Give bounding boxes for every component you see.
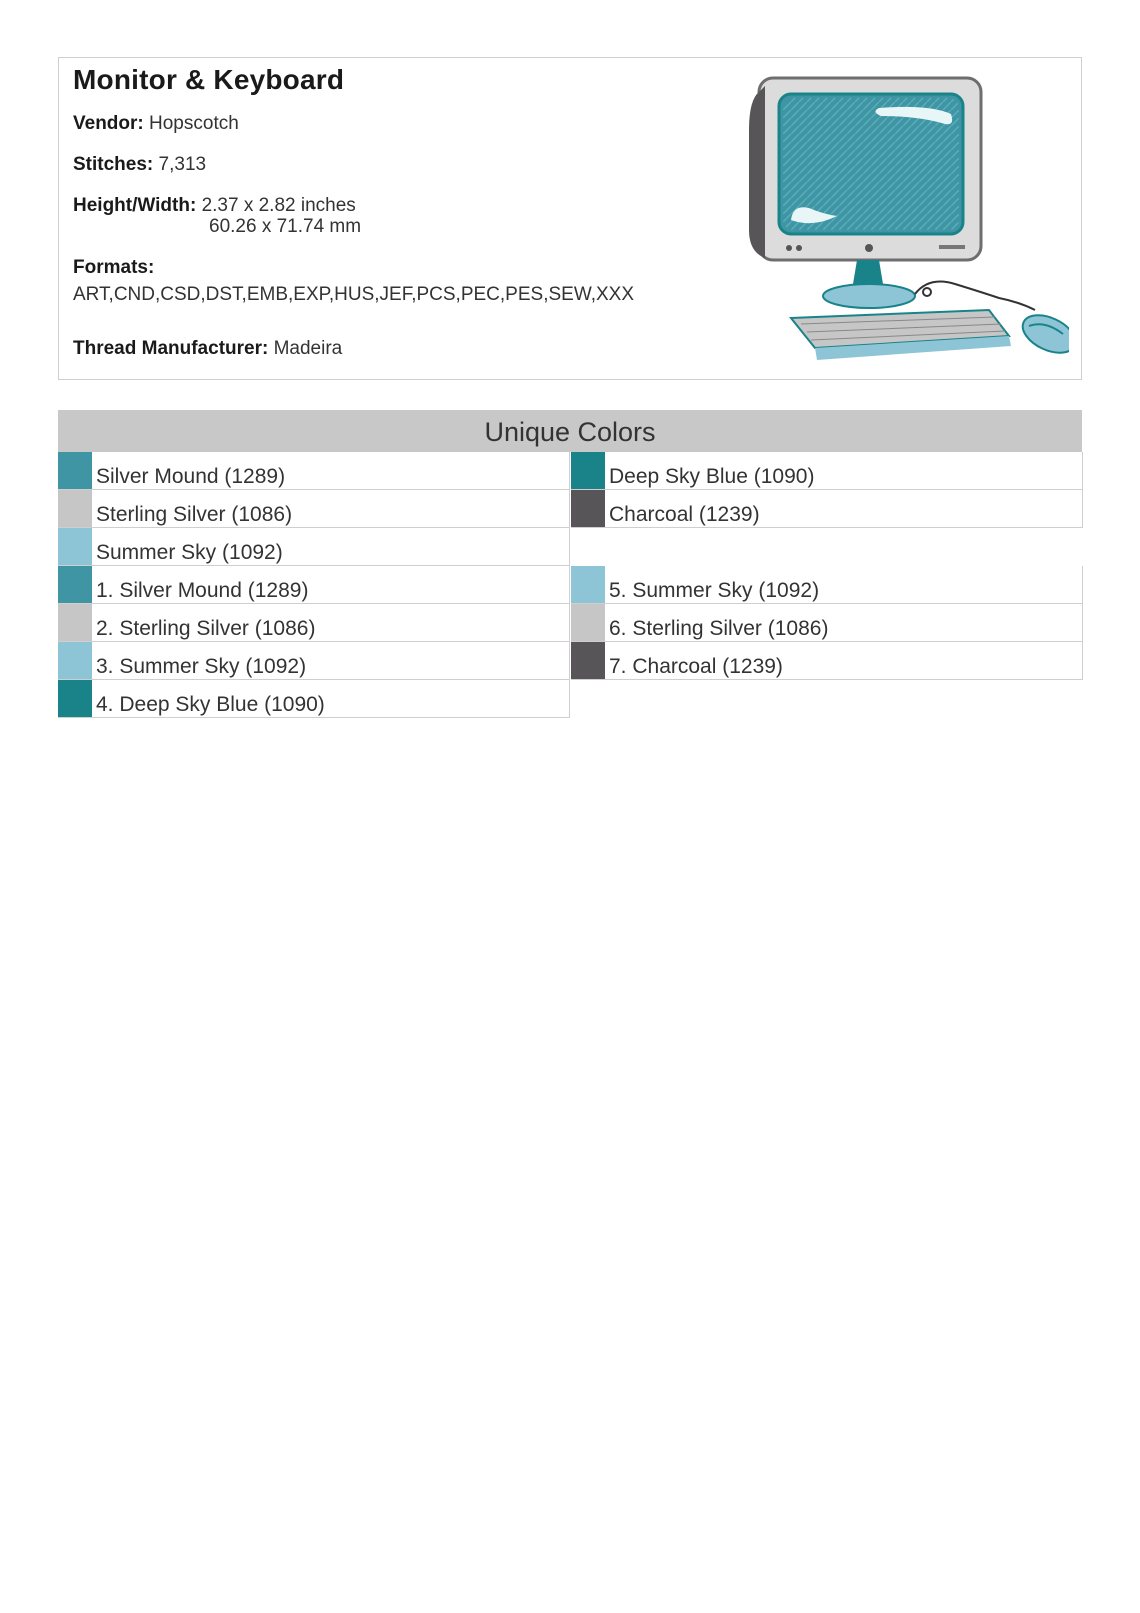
color-name: Summer Sky (1092) <box>96 541 283 564</box>
thread-row <box>73 338 342 360</box>
thread-label: Thread Manufacturer: <box>73 338 269 359</box>
color-swatch <box>58 566 92 603</box>
thread-value: Madeira <box>273 338 343 359</box>
color-row <box>58 604 570 642</box>
formats-label: Formats: <box>73 257 155 278</box>
color-swatch <box>571 490 605 527</box>
color-row <box>571 642 1083 680</box>
color-name: Silver Mound (1289) <box>96 465 286 488</box>
color-row <box>571 566 1083 604</box>
color-row <box>58 528 570 566</box>
color-name: Sterling Silver (1086) <box>96 503 293 526</box>
color-row <box>571 452 1083 490</box>
design-info-card <box>58 57 1082 380</box>
color-row <box>58 490 570 528</box>
stitches-row <box>73 154 206 176</box>
vendor-row <box>73 113 239 135</box>
stitches-label: Stitches: <box>73 154 154 175</box>
monitor-keyboard-illustration <box>719 70 1069 370</box>
vendor-value: Hopscotch <box>149 113 239 134</box>
color-list-left <box>58 452 570 718</box>
color-name: 3. Summer Sky (1092) <box>96 655 307 678</box>
color-row <box>571 604 1083 642</box>
color-swatch <box>58 490 92 527</box>
size-inches: 2.37 x 2.82 inches <box>201 195 356 216</box>
color-swatch <box>571 642 605 679</box>
color-row <box>58 452 570 490</box>
color-row <box>58 642 570 680</box>
color-swatch <box>58 528 92 565</box>
blank-row <box>571 528 1083 566</box>
stitches-value: 7,313 <box>158 154 207 175</box>
color-name: Charcoal (1239) <box>609 503 760 526</box>
unique-colors-header: Unique Colors <box>58 410 1082 452</box>
color-name: 5. Summer Sky (1092) <box>609 579 820 602</box>
color-name: 4. Deep Sky Blue (1090) <box>96 693 325 716</box>
color-swatch <box>58 452 92 489</box>
color-row <box>58 680 570 718</box>
color-swatch <box>571 604 605 641</box>
color-row <box>58 566 570 604</box>
size-row <box>73 195 356 217</box>
color-swatch <box>58 680 92 717</box>
color-name: 1. Silver Mound (1289) <box>96 579 309 602</box>
design-title: Monitor & Keyboard <box>73 64 345 95</box>
color-swatch <box>58 642 92 679</box>
color-swatch <box>58 604 92 641</box>
color-name: Deep Sky Blue (1090) <box>609 465 815 488</box>
size-label: Height/Width: <box>73 195 197 216</box>
color-row <box>571 490 1083 528</box>
color-swatch <box>571 452 605 489</box>
color-list-right <box>571 452 1083 680</box>
color-name: 2. Sterling Silver (1086) <box>96 617 316 640</box>
vendor-label: Vendor: <box>73 113 144 134</box>
size-mm: 60.26 x 71.74 mm <box>209 216 362 237</box>
color-name: 6. Sterling Silver (1086) <box>609 617 829 640</box>
color-name: 7. Charcoal (1239) <box>609 655 783 678</box>
color-swatch <box>571 566 605 603</box>
formats-value: ART,CND,CSD,DST,EMB,EXP,HUS,JEF,PCS,PEC,PES,SEW,XXX <box>73 284 635 305</box>
